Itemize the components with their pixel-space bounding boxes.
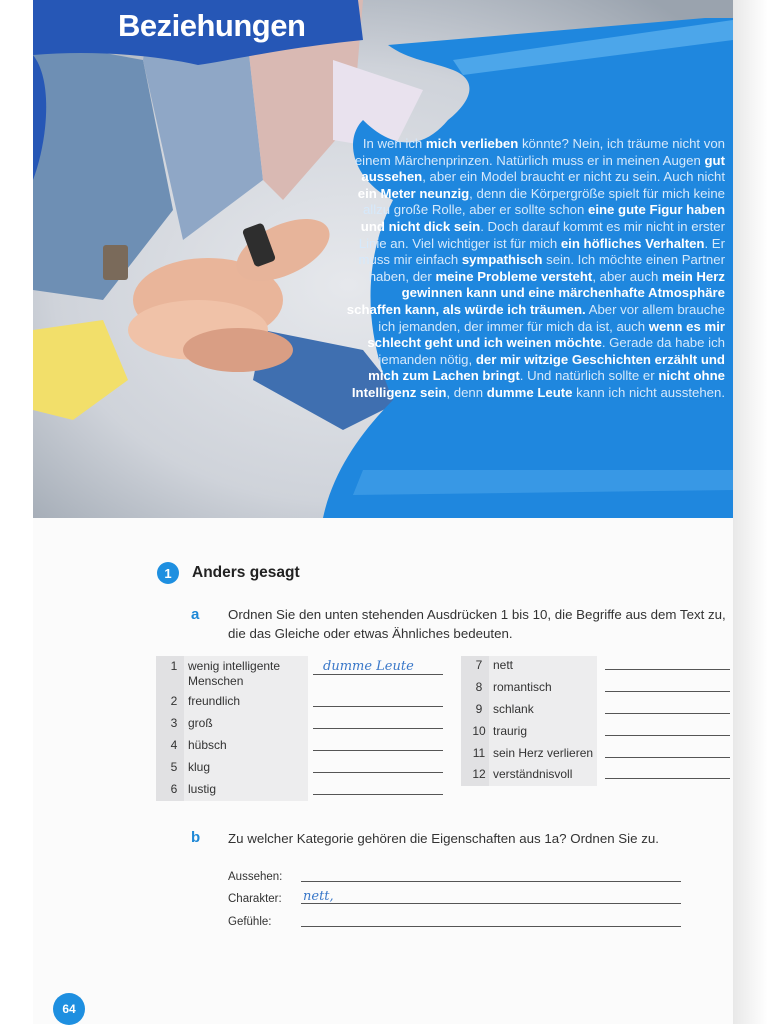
story-run: . Gerade da habe ich jemanden nötig, bbox=[378, 335, 725, 367]
part-b-instruction: Zu welcher Kategorie gehören die Eigenschaften aus 1a? Ordnen Sie zu. bbox=[228, 831, 659, 846]
answer-line[interactable] bbox=[605, 713, 730, 714]
answer-line[interactable] bbox=[313, 706, 443, 707]
story-key-phrase: sympathisch bbox=[461, 252, 543, 268]
page-number: 64 bbox=[53, 993, 85, 1025]
story-run: kann ich nicht ausstehen. bbox=[572, 384, 725, 400]
list-item bbox=[160, 694, 240, 709]
answer-line[interactable] bbox=[313, 794, 443, 795]
item-number: 11 bbox=[472, 746, 486, 760]
story-run: In wen ich bbox=[362, 136, 426, 151]
story-run: , denn die Körpergröße spielt für mich keine allzu große Rolle, aber er sollte schon bbox=[362, 185, 725, 218]
handwritten-answer: dumme Leute bbox=[323, 659, 414, 674]
story-run: . Doch darauf kommt es mir nicht in erster Linie an. Viel wichtiger ist für mich bbox=[358, 218, 725, 251]
answer-line[interactable] bbox=[313, 728, 443, 729]
list-item bbox=[160, 659, 280, 689]
list-item bbox=[465, 680, 552, 695]
story-key-phrase: mich verlieben bbox=[425, 136, 519, 151]
story-key-phrase: eine gute Figur haben und nicht dick sein bbox=[360, 202, 725, 234]
handwritten-answer: nett, bbox=[303, 889, 334, 904]
story-key-phrase: ein höfliches Verhalten bbox=[560, 235, 705, 251]
list-item bbox=[160, 782, 216, 797]
answer-line[interactable] bbox=[605, 735, 730, 736]
item-number: 5 bbox=[170, 760, 178, 774]
item-term: hübsch bbox=[188, 738, 227, 752]
item-number: 4 bbox=[170, 738, 178, 752]
category-label-aussehen: Aussehen: bbox=[228, 871, 283, 883]
answer-area bbox=[597, 656, 729, 786]
answer-line[interactable] bbox=[313, 674, 443, 675]
story-text bbox=[345, 136, 725, 402]
page-title: Beziehungen bbox=[118, 8, 306, 43]
exercise-number-badge: 1 bbox=[157, 562, 179, 584]
story-key-phrase: wenn es mir schlecht geht und ich weinen möchte bbox=[367, 318, 725, 351]
part-a-instruction-line2: die das Gleiche oder etwas Ähnliches bedeuten. bbox=[228, 626, 513, 641]
list-item bbox=[160, 760, 210, 775]
item-term: schlank bbox=[493, 702, 534, 716]
story-key-phrase: ein Meter neunzig bbox=[357, 185, 470, 201]
story-key-phrase: nicht ohne Intelligenz sein bbox=[351, 368, 725, 400]
list-item bbox=[465, 658, 513, 673]
item-term: klug bbox=[188, 760, 211, 774]
item-number: 3 bbox=[170, 716, 178, 730]
story-key-phrase: gut aussehen bbox=[361, 152, 725, 185]
category-answer-line[interactable] bbox=[301, 881, 681, 882]
item-number: 12 bbox=[472, 767, 486, 781]
story-key-phrase: mein Herz gewinnen kann und eine märchenhafte Atmosphäre schaffen kann, als würde ich träumen. bbox=[346, 268, 725, 317]
story-run: , aber ein Model braucht er nicht zu sein. Auch nicht bbox=[422, 169, 725, 185]
item-term: freundlich bbox=[188, 694, 241, 708]
part-a-letter: a bbox=[191, 606, 200, 623]
item-term: groß bbox=[188, 716, 213, 730]
story-run: Aber vor allem brauche ich jemanden, der immer für mich da ist, auch bbox=[378, 301, 725, 334]
answer-line[interactable] bbox=[605, 778, 730, 779]
list-item bbox=[465, 724, 527, 739]
category-label-charakter: Charakter: bbox=[228, 893, 282, 905]
item-number: 2 bbox=[170, 694, 178, 708]
item-number: 6 bbox=[170, 782, 178, 796]
list-item bbox=[465, 702, 534, 717]
item-term: verständnisvoll bbox=[493, 767, 573, 781]
item-term: lustig bbox=[188, 782, 217, 796]
story-key-phrase: meine Probleme versteht bbox=[435, 268, 593, 284]
item-number: 10 bbox=[472, 724, 486, 738]
story-key-phrase: dumme Leute bbox=[486, 384, 573, 400]
story-run: , aber auch bbox=[592, 268, 662, 284]
story-run: . Er muss mir einfach bbox=[358, 235, 725, 268]
item-term: traurig bbox=[493, 724, 528, 738]
story-run: könnte? Nein, ich träume nicht von einem Märchenprinzen. Natürlich muss er in meinen Augen bbox=[354, 136, 725, 168]
item-term: nett bbox=[493, 658, 514, 672]
item-term: sein Herz verlieren bbox=[493, 746, 594, 760]
answer-line[interactable] bbox=[605, 691, 730, 692]
part-b-letter: b bbox=[191, 829, 201, 846]
category-label-gefuehle: Gefühle: bbox=[228, 916, 272, 928]
answer-line[interactable] bbox=[313, 750, 443, 751]
exercise-title: Anders gesagt bbox=[192, 564, 300, 581]
story-run: , denn bbox=[446, 384, 487, 400]
answer-line[interactable] bbox=[605, 757, 730, 758]
list-item bbox=[465, 767, 572, 782]
item-number: 7 bbox=[475, 658, 483, 672]
item-number: 1 bbox=[170, 659, 178, 673]
category-answer-line[interactable] bbox=[301, 903, 681, 904]
list-item bbox=[160, 716, 213, 731]
item-term: wenig intelligente Menschen bbox=[188, 659, 281, 688]
item-number: 9 bbox=[475, 702, 483, 716]
list-item bbox=[160, 738, 227, 753]
story-run: sein. Ich möchte einen Partner haben, der bbox=[368, 252, 725, 284]
answer-line[interactable] bbox=[605, 669, 730, 670]
list-item bbox=[465, 746, 593, 761]
item-number: 8 bbox=[475, 680, 483, 694]
item-term: romantisch bbox=[493, 680, 552, 694]
story-run: . Und natürlich sollte er bbox=[519, 368, 659, 384]
story-key-phrase: der mir witzige Geschichten erzählt und mich zum Lachen bringt bbox=[368, 351, 725, 384]
page-gutter bbox=[733, 0, 768, 1024]
part-a-instruction-line1: Ordnen Sie den unten stehenden Ausdrücken 1 bis 10, die Begriffe aus dem Text zu, bbox=[228, 607, 726, 622]
category-answer-line[interactable] bbox=[301, 926, 681, 927]
answer-line[interactable] bbox=[313, 772, 443, 773]
